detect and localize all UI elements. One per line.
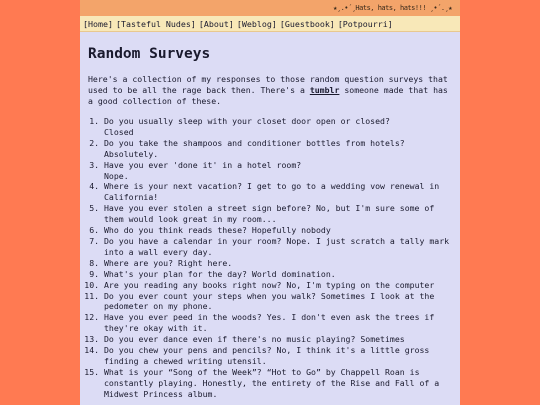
survey-question: Have you ever 'done it' in a hotel room?	[104, 159, 302, 170]
page-title: Random Surveys	[88, 46, 211, 62]
survey-answer: Absolutely.	[104, 148, 159, 159]
survey-answer: No, I'm typing on the computer	[286, 279, 435, 290]
nav-guestbook-link[interactable]: [Guestbook]	[279, 18, 335, 29]
intro-text: Here's a collection of my responses to those random question surveys that used to be all the rage back then. There's a	[88, 74, 448, 95]
survey-item	[104, 236, 452, 258]
survey-answer: “Hot to Go” by Chappell Roan is constantly playing. Honestly, the entirety of the Rise and Fall of a Midwest Princess album.	[104, 366, 440, 399]
survey-item	[104, 160, 452, 182]
survey-item	[104, 181, 452, 203]
survey-item	[104, 334, 452, 345]
nav-weblog-link[interactable]: [Weblog]	[236, 18, 277, 29]
nav-about-link[interactable]: [About]	[198, 18, 234, 29]
survey-question: Have you ever peed in the woods?	[104, 312, 262, 323]
survey-answer: No, I think it's a little gross finding a chewed writing utensil.	[104, 345, 430, 366]
survey-question: Do you take the shampoos and conditioner bottles from hotels?	[104, 137, 405, 148]
intro-text-end: someone made that has a good collection of these.	[88, 85, 448, 106]
survey-item	[104, 225, 452, 236]
survey-question: What's your plan for the day?	[104, 268, 247, 279]
survey-question: Do you chew your pens and pencils?	[104, 345, 272, 356]
nav-home-link[interactable]: [Home]	[83, 18, 113, 29]
survey-item	[104, 116, 452, 138]
survey-item	[104, 345, 452, 367]
survey-answer: Yes. I don't even ask the trees if they're okay with it.	[104, 312, 435, 334]
page	[80, 0, 460, 405]
nav-tasteful-nudes-link[interactable]: [Tasteful Nudes]	[115, 18, 196, 29]
survey-question: Have you ever stolen a street sign before?	[104, 203, 312, 214]
survey-answer: Right here.	[177, 257, 233, 268]
survey-question: Are you reading any books right now?	[104, 279, 282, 290]
survey-answer: No, but I'm sure some of them would look great in my room...	[104, 203, 435, 225]
survey-item	[104, 203, 452, 225]
survey-question: Do you ever dance even if there's no music playing?	[104, 334, 356, 345]
survey-answer: World domination.	[251, 268, 336, 279]
survey-question: Who do you think reads these?	[104, 225, 247, 236]
site-tagline: ★¸.•´¸Hats, hats, hats!!! ¸•´.¸★	[333, 4, 452, 12]
survey-item	[104, 280, 452, 291]
survey-answer: Nope.	[104, 170, 129, 181]
survey-item	[104, 312, 452, 334]
survey-item	[104, 291, 452, 313]
survey-item	[104, 269, 452, 280]
survey-question: Do you have a calendar in your room?	[104, 235, 282, 246]
survey-list	[88, 116, 452, 400]
survey-answer: Closed	[104, 126, 134, 137]
survey-answer: Nope. I just scratch a tally mark into a wall every day.	[104, 235, 450, 257]
survey-item	[104, 258, 452, 269]
survey-question: Where is your next vacation?	[104, 181, 243, 192]
survey-answer: Sometimes I look at the pedometer on my phone.	[104, 290, 435, 312]
survey-answer: Hopefully nobody	[251, 225, 331, 236]
survey-question: Where are you?	[104, 257, 174, 268]
top-banner	[80, 0, 460, 16]
tumblr-link[interactable]: tumblr	[309, 85, 340, 95]
main-content	[80, 32, 460, 405]
nav-potpourri-link[interactable]: [Potpourri]	[337, 18, 393, 29]
intro-paragraph	[88, 74, 452, 107]
survey-answer: Sometimes	[360, 334, 405, 345]
survey-question: What is your “Song of the Week”?	[104, 366, 262, 377]
survey-item	[104, 367, 452, 400]
survey-answer: I get to go to a wedding vow renewal in California!	[104, 181, 440, 203]
survey-question: Do you ever count your steps when you walk?	[104, 290, 316, 301]
survey-item	[104, 138, 452, 160]
nav-bar	[80, 16, 460, 32]
survey-question: Do you usually sleep with your closet door open or closed?	[104, 116, 390, 126]
